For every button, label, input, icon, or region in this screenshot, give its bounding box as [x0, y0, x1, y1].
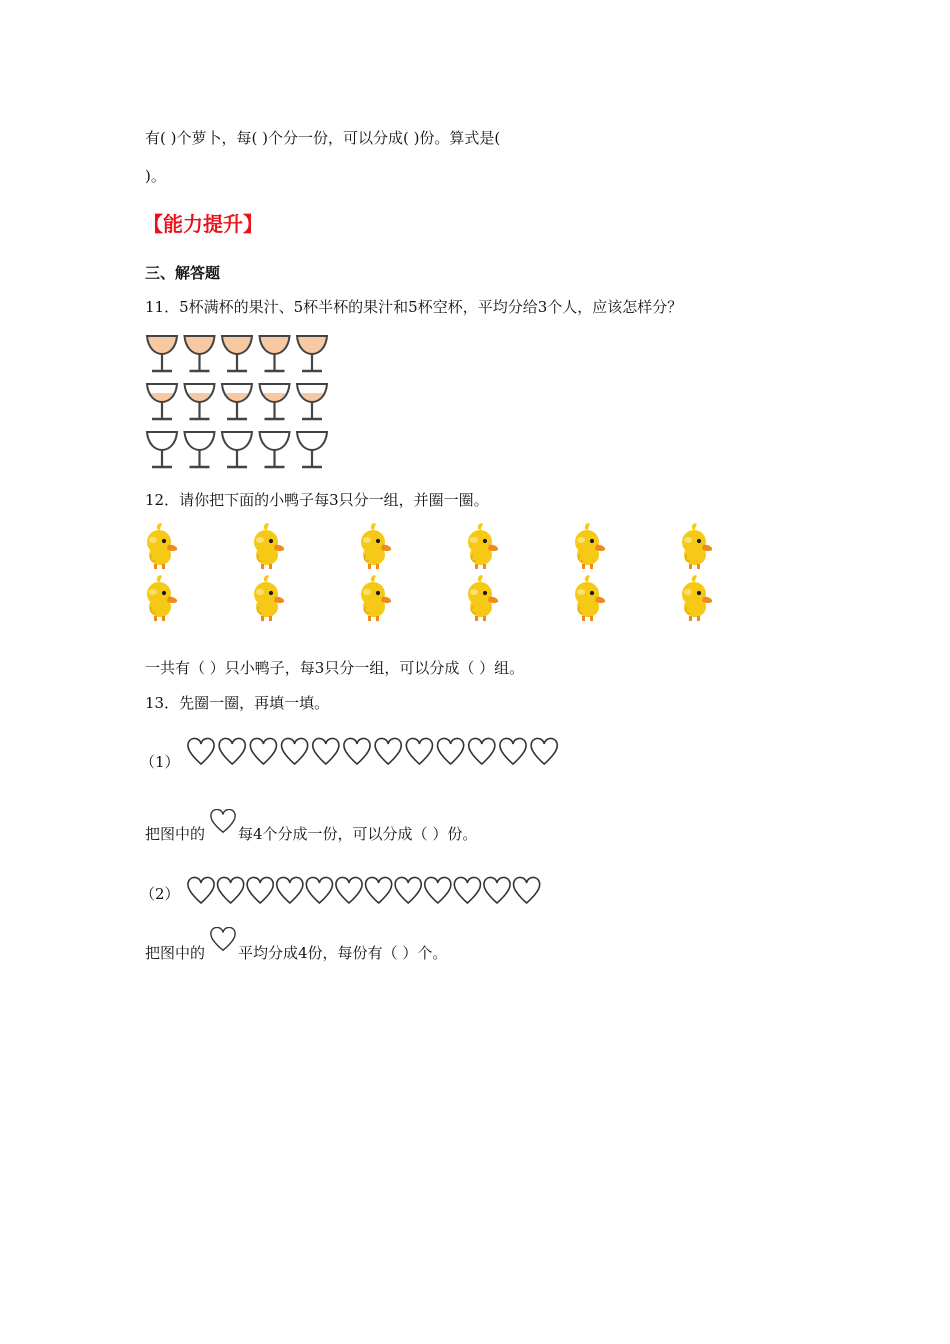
q12-text: 12．请你把下面的小鸭子每3只分一组，并圈一圈。 [145, 491, 489, 509]
duck-icon [468, 575, 498, 621]
section-title: 【能力提升】 [143, 212, 263, 236]
duck-icon [468, 523, 498, 569]
glass-half [297, 384, 327, 419]
heart-icon [425, 877, 451, 903]
heart-icon [438, 738, 464, 764]
heart-icon [375, 738, 401, 764]
heart-icon [454, 877, 480, 903]
glass-empty [147, 432, 177, 467]
q13-part1-label: （1） [140, 753, 180, 771]
q13-part2-label: （2） [140, 885, 180, 903]
heart-icon [344, 738, 370, 764]
heart-icon [395, 877, 421, 903]
heart-icon [247, 877, 273, 903]
heart-icon [514, 877, 540, 903]
q13-part2-suffix: 平均分成4份，每份有（ ）个。 [238, 944, 448, 962]
heart-icon [188, 877, 214, 903]
glass-empty [260, 432, 290, 467]
heart-icon [188, 738, 214, 764]
glass-full [260, 336, 290, 371]
q13-part1-prefix: 把图中的 [145, 825, 206, 843]
heart-icon [366, 877, 392, 903]
glass-full [147, 336, 177, 371]
glass-full [222, 336, 252, 371]
heart-icon [469, 738, 495, 764]
duck-icon [682, 575, 712, 621]
heart-icon [209, 809, 237, 835]
duck-icon [147, 575, 177, 621]
heart-icon [306, 877, 332, 903]
ducks-svg [140, 520, 720, 626]
prev-question-line2: )。 [145, 167, 166, 185]
glass-empty [222, 432, 252, 467]
glass-half [222, 384, 252, 419]
q13-part1-suffix: 每4个分成一份，可以分成（ ）份。 [238, 825, 478, 843]
duck-icon [361, 575, 391, 621]
q13-text: 13．先圈一圈，再填一填。 [145, 694, 330, 712]
q13-part2-prefix: 把图中的 [145, 944, 206, 962]
heart-icon [313, 738, 339, 764]
heart-icon [277, 877, 303, 903]
prev-question-line1: 有( )个萝卜，每( )个分一份，可以分成( )份。算式是( [145, 129, 501, 147]
glass-empty [297, 432, 327, 467]
q11-glasses-figure [142, 330, 334, 474]
glass-empty [185, 432, 215, 467]
glass-half [147, 384, 177, 419]
heart-icon [250, 738, 276, 764]
duck-icon [254, 575, 284, 621]
heart-icon [218, 877, 244, 903]
heart-icon [531, 738, 557, 764]
q12-answer-line: 一共有（ ）只小鸭子，每3只分一组，可以分成（ ）组。 [145, 659, 525, 677]
glass-half [185, 384, 215, 419]
glass-full [297, 336, 327, 371]
q11-text: 11．5杯满杯的果汁、5杯半杯的果汁和5杯空杯，平均分给3个人，应该怎样分？ [145, 298, 683, 316]
glass-full [185, 336, 215, 371]
duck-icon [682, 523, 712, 569]
heart-icon [484, 877, 510, 903]
q12-ducks-figure [140, 520, 720, 626]
q13-part1-hearts [186, 737, 570, 769]
heart-icon [282, 738, 308, 764]
heart-icon [219, 738, 245, 764]
duck-icon [254, 523, 284, 569]
q13-part2-hearts [186, 876, 550, 908]
duck-icon [575, 575, 605, 621]
heart-icon [336, 877, 362, 903]
duck-icon [575, 523, 605, 569]
heart-icon [500, 738, 526, 764]
part-heading: 三、解答题 [145, 264, 221, 282]
duck-icon [361, 523, 391, 569]
heart-icon [209, 927, 237, 953]
duck-icon [147, 523, 177, 569]
glass-half [260, 384, 290, 419]
heart-icon [406, 738, 432, 764]
glasses-svg [142, 330, 334, 474]
